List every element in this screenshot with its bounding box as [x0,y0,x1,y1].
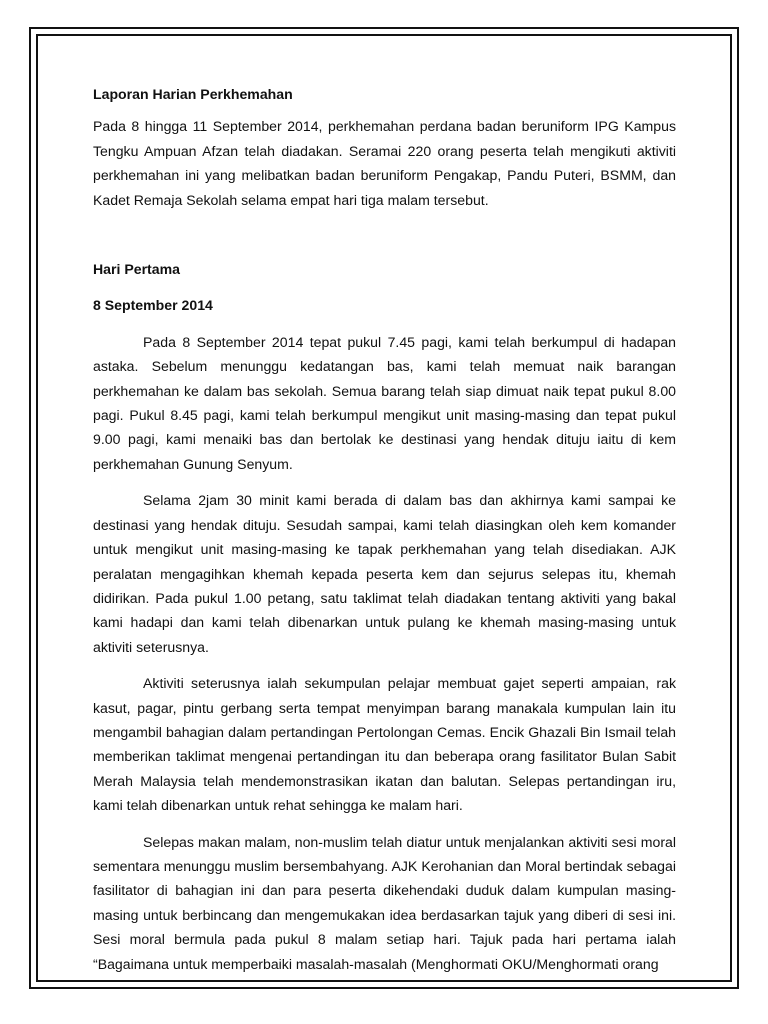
body-paragraph: Aktiviti seterusnya ialah sekumpulan pelajar membuat gajet seperti ampaian, rak kasut, pagar, pintu gerbang serta tempat menyimpan barang manakala kumpulan lain itu mengambil bahagian dalam pertandingan Pertolongan Cemas. Encik Ghazali Bin Ismail telah memberikan taklimat mengenai pertandingan itu dan beberapa orang fasilitator Bulan Sabit Merah Malaysia telah mendemonstrasikan ikatan dan balutan. Selepas pertandingan iru, kami telah dibenarkan untuk rehat sehingga ke malam hari. [93,675,676,814]
document-title: Laporan Harian Perkhemahan [93,86,293,102]
section-spacer [93,212,676,257]
section-title: Hari Pertama [93,261,180,278]
heading-spacer [93,281,676,293]
body-paragraph: Pada 8 September 2014 tepat pukul 7.45 pagi, kami telah berkumpul di hadapan astaka. Sebelum menunggu kedatangan bas, kami telah memuat naik barangan perkhemahan ke dalam bas sekolah. Semua barang telah siap dimuat naik tepat pukul 8.00 pagi. Pukul 8.45 pagi, kami telah berkumpul mengikut unit masing-masing dan tepat pukul 9.00 pagi, kami menaiki bas dan bertolak ke destinasi yang hendak dituju iaitu di kem perkhemahan Gunung Senyum. [93,333,676,472]
date-heading: 8 September 2014 [93,297,213,314]
intro-paragraph: Pada 8 hingga 11 September 2014, perkhemahan perdana badan beruniform IPG Kampus Tengku Ampuan Afzan telah diadakan. Seramai 220 orang peserta telah mengikuti aktiviti perkhemahan ini yang melibatkan badan beruniform Pengakap, Pandu Puteri, BSMM, dan Kadet Remaja Sekolah selama empat hari tiga malam tersebut. [93,118,676,208]
paragraph-spacer [93,476,676,488]
body-paragraph: Selama 2jam 30 minit kami berada di dalam bas dan akhirnya kami sampai ke destinasi yang hendak dituju. Sesudah sampai, kami telah diasingkan oleh kem komander untuk mengikut unit masing-masing ke tapak perkhemahan yang telah disediakan. AJK peralatan mengagihkan khemah kepada peserta kem dan sejurus selepas itu, khemah didirikan. Pada pukul 1.00 petang, satu taklimat telah diadakan tentang aktiviti yang bakal kami hadapi dan kami telah dibenarkan untuk pulang ke khemah masing-masing untuk aktiviti seterusnya. [93,492,676,655]
paragraph-spacer [93,818,676,830]
body-paragraph: Selepas makan malam, non-muslim telah diatur untuk menjalankan aktiviti sesi moral sementara menunggu muslim bersembahyang. AJK Kerohanian dan Moral bertindak sebagai fasilitator di bahagian ini dan para peserta dikehendaki duduk dalam kumpulan masing-masing untuk berbincang dan mengemukakan idea berdasarkan tajuk yang diberi di sesi ini. Sesi moral bermula pada pukul 8 malam setiap hari. Tajuk pada hari pertama ialah “Bagaimana untuk memperbaiki masalah-masalah (Menghormati OKU/Menghormati orang [93,833,676,972]
paragraph-spacer [93,659,676,671]
heading-spacer [93,318,676,330]
document-body [93,82,676,976]
